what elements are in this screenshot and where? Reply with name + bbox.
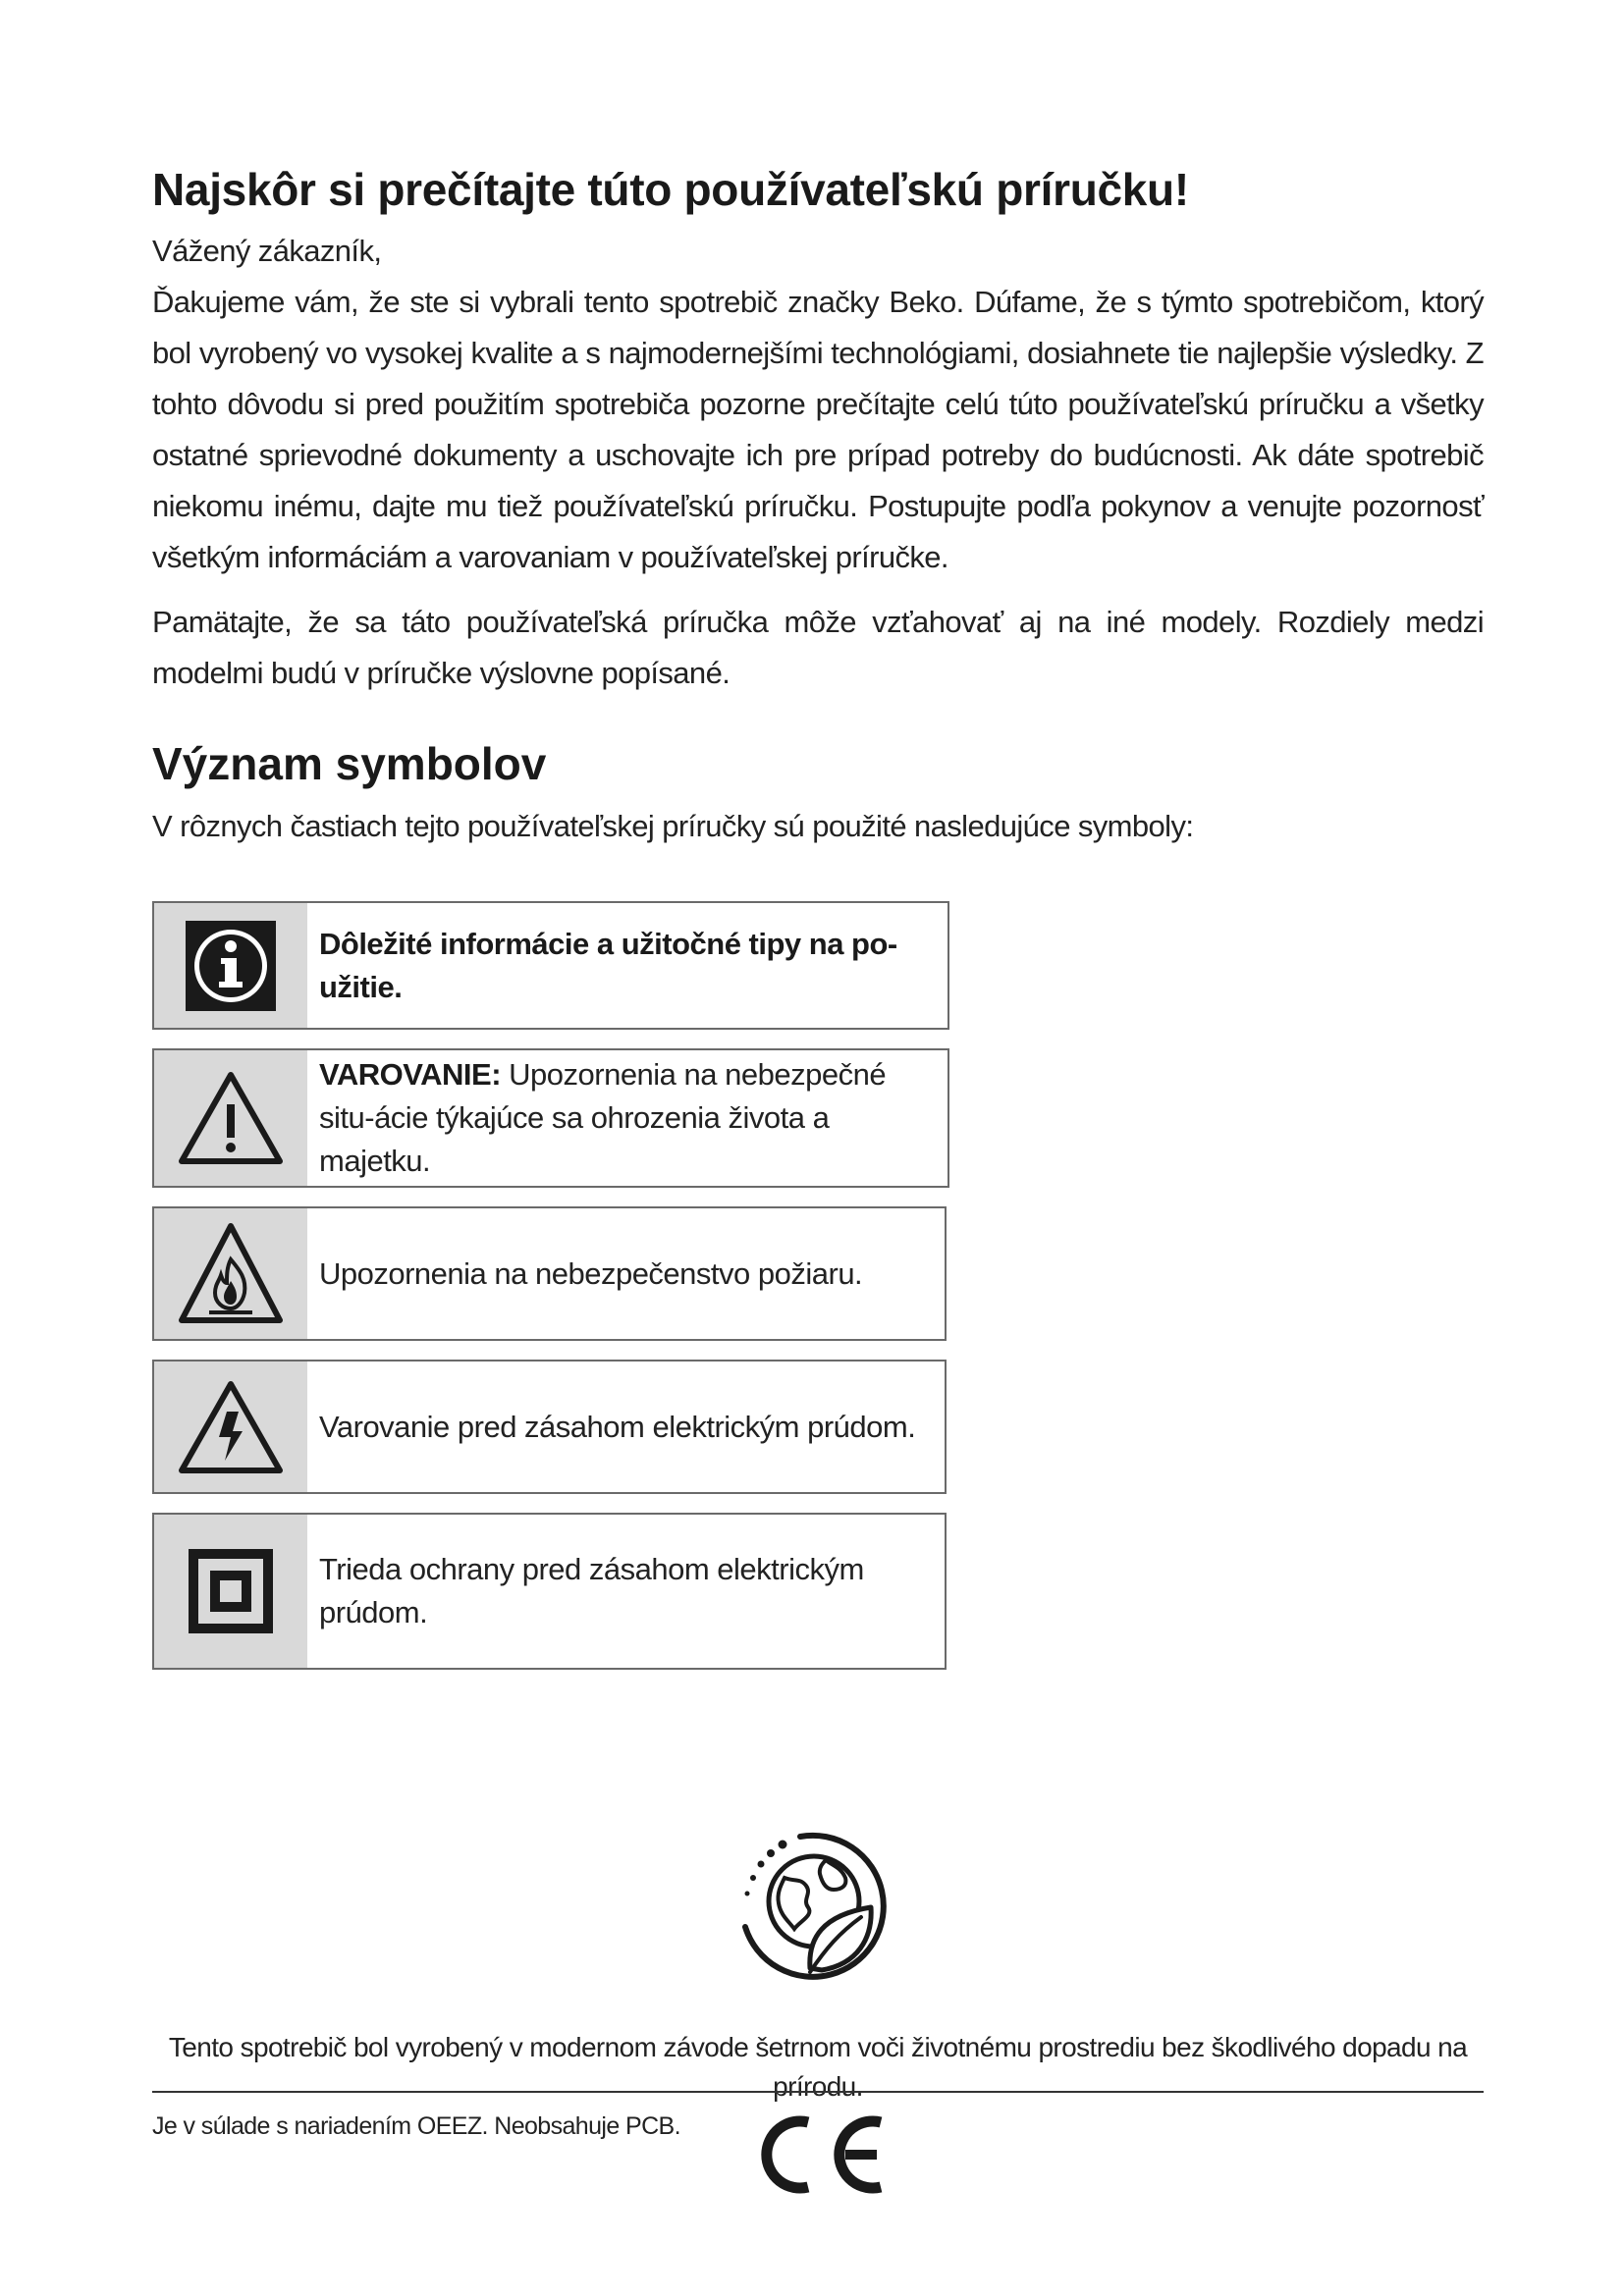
symbol-bold-text: VAROVANIE: <box>319 1057 502 1092</box>
symbols-intro: V rôznych častiach tejto používateľskej príručky sú použité nasledujúce symboly: <box>152 809 1194 843</box>
intro-paragraph-1: Ďakujeme vám, že ste si vybrali tento spotrebič značky Beko. Dúfame, že s týmto spotrebičom, ktorý bol vyrobený vo vysokej kvalite a s najmodernejšími technológiami, dosiahnete tie najlepšie výsledky. Z tohto dôvodu si pred použitím spotrebiča pozorne prečítajte celú túto používateľskú príručku a všetky ostatné sprievodné dokumenty a uschovajte ich pre prípad potreby do budúcnosti. Ak dáte spotrebič niekomu inému, dajte mu tiež používateľskú príručku. Postupujte podľa pokynov a venujte pozornosť všetkým informáciám a varovaniam v používateľskej príručke. <box>152 285 1484 574</box>
symbol-description <box>307 1362 945 1492</box>
symbol-icon-cell <box>154 1515 307 1668</box>
symbol-icon-cell <box>154 903 307 1028</box>
symbol-icon-cell <box>154 1208 307 1339</box>
symbol-text: Upozornenia na nebezpečenstvo požiaru. <box>319 1255 863 1291</box>
eco-logo-area <box>0 1821 1624 2002</box>
symbol-description <box>307 903 947 1028</box>
symbol-row-info <box>152 901 949 1030</box>
symbol-bold-text: Dôležité informácie a užitočné tipy na po-užitie. <box>319 926 897 1004</box>
protection-class-icon <box>189 1549 273 1633</box>
ce-mark-icon <box>751 2110 889 2199</box>
symbol-text: Varovanie pred zásahom elektrickým prúdom. <box>319 1409 916 1444</box>
compliance-note: Je v súlade s nariadením OEEZ. Neobsahuje PCB. <box>152 2112 680 2140</box>
symbol-description <box>307 1515 945 1668</box>
page-content <box>152 157 1484 1688</box>
greeting: Vážený zákazník, <box>152 234 382 268</box>
symbol-row-warning <box>152 1048 949 1188</box>
intro-paragraph-2: Pamätajte, že sa táto používateľská príručka môže vzťahovať aj na iné modely. Rozdiely medzi modelmi budú v príručke výslovne popísané. <box>152 605 1484 690</box>
symbols-table <box>152 901 949 1670</box>
symbol-text: Trieda ochrany pred zásahom elektrickým prúdom. <box>319 1552 864 1629</box>
symbol-description <box>307 1050 947 1186</box>
symbol-row-fire <box>152 1206 947 1341</box>
fire-warning-icon <box>176 1220 286 1328</box>
warning-icon <box>176 1069 286 1167</box>
ce-mark <box>751 2110 889 2204</box>
symbol-icon-cell <box>154 1050 307 1186</box>
eco-globe-leaf-icon <box>724 1821 900 1998</box>
symbol-row-protection-class <box>152 1513 947 1670</box>
footer-divider <box>152 2091 1484 2093</box>
page-title: Najskôr si prečítajte túto používateľskú príručku! <box>152 164 1189 215</box>
eco-caption: Tento spotrebič bol vyrobený v modernom závode šetrnom voči životnému prostrediu bez škodlivého dopadu na prírodu. <box>168 2032 1468 2102</box>
electric-shock-icon <box>176 1378 286 1476</box>
symbol-row-electric <box>152 1360 947 1494</box>
symbol-text: Upozornenia na nebezpečné situ-ácie týkajúce sa ohrozenia života a majetku. <box>319 1057 887 1178</box>
symbols-heading: Význam symbolov <box>152 738 547 789</box>
symbol-icon-cell <box>154 1362 307 1492</box>
symbol-description <box>307 1208 945 1339</box>
info-icon <box>184 919 278 1013</box>
